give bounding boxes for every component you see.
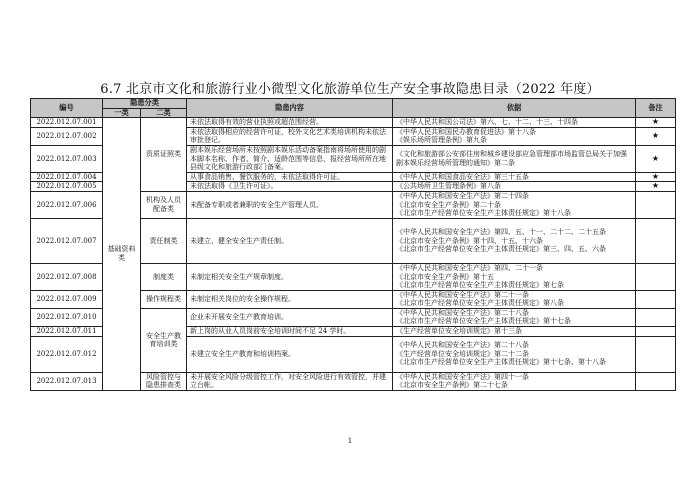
category2-qualification: 资质证照类: [141, 118, 187, 192]
row-code: 2022.012.07.008: [31, 263, 103, 290]
row-content: 未建立安全生产教育和培训档案。: [187, 336, 393, 372]
row-content: 新上岗的从业人员岗前安全培训时间不足 24 学时。: [187, 326, 393, 336]
row-basis: 《中华人民共和国安全生产法》第四、二十一条 《北京市安全生产条例》第十五 《北京市生产经营单位安全生产主体责任规定》第七条: [393, 263, 636, 290]
category2-risk: 风险管控与隐患排查类: [141, 372, 187, 390]
row-content: 未依法取得有效的营业执照或超范围经营。: [187, 118, 393, 128]
header-content: 隐患内容: [187, 99, 393, 118]
row-content: 从事食品销售、餐饮服务的，未依法取得许可证。: [187, 172, 393, 182]
row-basis: 《中华人民共和国安全生产法》第二十一条 《北京市生产经营单位安全生产主体责任规定》第八条: [393, 290, 636, 308]
row-code: 2022.012.07.010: [31, 308, 103, 326]
header-hazard-class: 隐患分类: [103, 99, 187, 109]
row-basis: 《中华人民共和国安全生产法》第四、五、十一、二十二、二十五条 《北京市安全生产条例》第十四、十五、十六条 《北京市生产经营单位安全生产主体责任规定》第三、四、五、六条: [393, 218, 636, 263]
header-class2: 二类: [141, 108, 187, 118]
star-mark: ★: [636, 172, 676, 182]
category1-cell: 基础资料类: [103, 118, 141, 391]
row-code: 2022.012.07.004: [31, 172, 103, 182]
row-basis: 《公共场所卫生管理条例》第八条: [393, 182, 636, 192]
header-code: 编号: [31, 99, 103, 118]
row-basis: 《中华人民共和国安全生产法》第四十一条 《北京市安全生产条例》第二十七条: [393, 372, 636, 390]
row-content: 未依法取得《卫生许可证》。: [187, 182, 393, 192]
category2-responsibility: 责任制类: [141, 218, 187, 263]
hazard-table: [30, 98, 676, 391]
row-code: 2022.012.07.012: [31, 336, 103, 372]
row-code: 2022.012.07.005: [31, 182, 103, 192]
row-basis: 《生产经营单位安全培训规定》第十三条: [393, 326, 636, 336]
row-basis: 《中华人民共和国公司法》第六、七、十二、十三、十四条: [393, 118, 636, 128]
row-basis: 《中华人民共和国食品安全法》第三十五条: [393, 172, 636, 182]
row-basis: 《中华人民共和国安全生产法》第二十八条 《生产经营单位安全培训规定》第二十二条 《北京市生产经营单位安全生产主体责任规定》第十七条、第十八条: [393, 336, 636, 372]
category2-system: 制度类: [141, 263, 187, 290]
row-basis: 《中华人民共和国安全生产法》第二十八条 《北京市生产经营单位安全生产主体责任规定》第十七条: [393, 308, 636, 326]
row-code: 2022.012.07.002: [31, 127, 103, 145]
header-basis: 依据: [393, 99, 636, 118]
row-basis: 《中华人民共和国安全生产法》第二十四条 《北京市安全生产条例》第二十条 《北京市生产经营单位安全生产主体责任规定》第十八条: [393, 191, 636, 218]
header-remark: 备注: [636, 99, 676, 118]
row-code: 2022.012.07.003: [31, 145, 103, 172]
category2-training: 安全生产教育培训类: [141, 308, 187, 372]
row-content: 企业未开展安全生产教育培训。: [187, 308, 393, 326]
row-content: 未制定相关岗位的安全操作规程。: [187, 290, 393, 308]
row-basis: 《中华人民共和国民办教育促进法》第十八条 《娱乐场所管理条例》第九条: [393, 127, 636, 145]
row-code: 2022.012.07.009: [31, 290, 103, 308]
table-row: [31, 118, 676, 128]
star-mark: ★: [636, 118, 676, 128]
row-code: 2022.012.07.001: [31, 118, 103, 128]
row-code: 2022.012.07.006: [31, 191, 103, 218]
row-code: 2022.012.07.011: [31, 326, 103, 336]
category2-procedure: 操作规程类: [141, 290, 187, 308]
row-code: 2022.012.07.013: [31, 372, 103, 390]
star-mark: ★: [636, 127, 676, 145]
star-mark: ★: [636, 182, 676, 192]
category2-org-staff: 机构及人员配备类: [141, 191, 187, 218]
row-content: 未制定相关安全生产规章制度。: [187, 263, 393, 290]
row-code: 2022.012.07.007: [31, 218, 103, 263]
page-number: 1: [347, 437, 353, 445]
row-content: 剧本娱乐经营场所未按照剧本娱乐活动备案指南将场所使用的剧本脚本名称、作者、简介、适龄范围等信息，报经营场所所在地县级文化和旅游行政部门备案。: [187, 145, 393, 172]
row-content: 未依法取得相应的经营许可证，校外文化艺术类培训机构未依法审批登记。: [187, 127, 393, 145]
row-content: 未开展安全风险分级管控工作，对安全风险进行有效管控，并建立台帐。: [187, 372, 393, 390]
row-content: 未配备专职或者兼职的安全生产管理人员。: [187, 191, 393, 218]
page-title: 6.7 北京市文化和旅游行业小微型文化旅游单位生产安全事故隐患目录（2022 年度）: [100, 82, 600, 97]
star-mark: ★: [636, 145, 676, 172]
header-class1: 一类: [103, 108, 141, 118]
row-basis: 《文化和旅游部公安部住房和城乡建设部应急管理部市场监管总局关于加强剧本娱乐经营场所管理的通知》第二条: [393, 145, 636, 172]
row-content: 未建立、健全安全生产责任制。: [187, 218, 393, 263]
